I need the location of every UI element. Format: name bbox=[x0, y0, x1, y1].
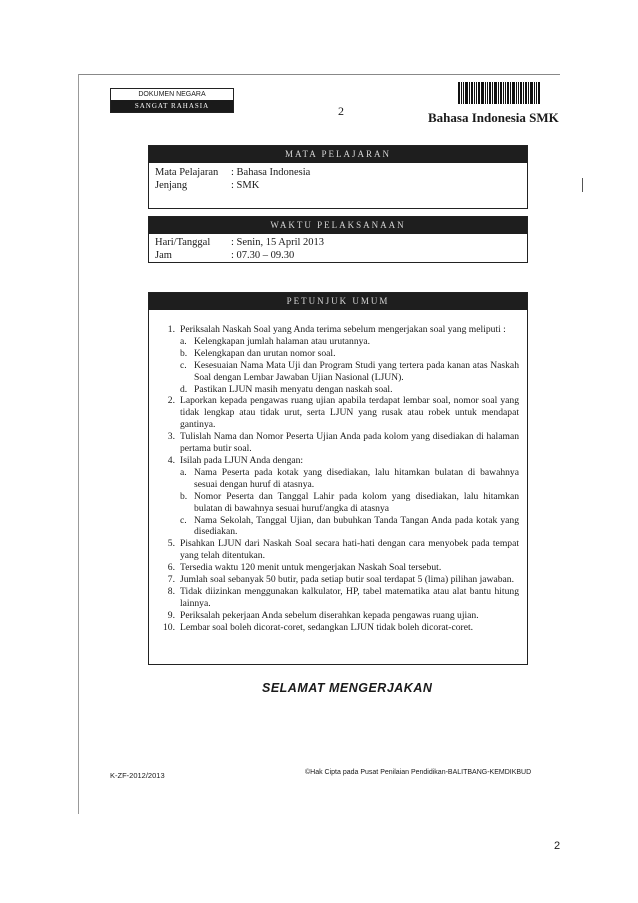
barcode-bar bbox=[505, 82, 506, 104]
barcode-bar bbox=[525, 82, 527, 104]
barcode-bar bbox=[518, 82, 519, 104]
instruction-body bbox=[180, 562, 519, 574]
subitem-letter: d. bbox=[180, 383, 188, 395]
instruction-number: 10. bbox=[163, 621, 175, 633]
subitem-letter: b. bbox=[180, 490, 188, 502]
subitem-text: Pastikan LJUN masih menyatu dengan naskah soal. bbox=[194, 383, 393, 395]
hour-row-label: Jam bbox=[155, 250, 172, 261]
instruction-subitem bbox=[180, 467, 519, 491]
subitem-letter: c. bbox=[180, 359, 187, 371]
footer-code: K-ZF-2012/2013 bbox=[110, 771, 165, 780]
instruction-item bbox=[149, 610, 519, 622]
instruction-number: 1. bbox=[167, 324, 175, 335]
instructions-section bbox=[148, 292, 528, 665]
barcode-bar bbox=[485, 82, 486, 104]
instruction-subitem bbox=[180, 360, 519, 384]
barcode-bar bbox=[516, 82, 517, 104]
instruction-item bbox=[149, 455, 519, 538]
footer-page-number: 2 bbox=[554, 840, 561, 852]
barcode-bar bbox=[458, 82, 460, 104]
page-left-rule bbox=[78, 74, 79, 814]
barcode-bar bbox=[494, 82, 497, 104]
subitem-text: Kesesuaian Nama Mata Uji dan Program Studi yang tertera pada kanan atas Naskah Soal dengan Lembar Jawaban Ujian Nasional (LJUN). bbox=[194, 359, 519, 383]
subitem-letter: c. bbox=[180, 514, 187, 526]
instruction-subitem bbox=[180, 348, 519, 360]
instruction-text: Tidak diizinkan menggunakan kalkulator, HP, tabel matematika atau alat bantu hitung lainnya. bbox=[180, 585, 519, 609]
instruction-text: Pisahkan LJUN dari Naskah Soal secara hati-hati dengan cara menyobek pada tempat yang telah ditentukan. bbox=[180, 538, 519, 562]
instruction-body bbox=[180, 538, 519, 562]
footer-copyright: ©Hak Cipta pada Pusat Penilaian Pendidikan-BALITBANG-KEMDIKBUD bbox=[305, 769, 532, 776]
barcode-bar bbox=[510, 82, 511, 104]
subitem-text: Nomor Peserta dan Tanggal Lahir pada kolom yang disediakan, lalu hitamkan bulatan di bawahnya sesuai huruf/angka di atasnya bbox=[194, 490, 519, 514]
instruction-number: 5. bbox=[167, 538, 175, 550]
subject-section bbox=[148, 145, 528, 209]
instruction-text: Tulislah Nama dan Nomor Peserta Ujian Anda pada kolom yang disediakan di halaman pertama butir soal. bbox=[180, 431, 519, 455]
barcode-bar bbox=[523, 82, 524, 104]
barcode-bar bbox=[469, 82, 470, 104]
instruction-number: 8. bbox=[167, 585, 175, 597]
barcode-bar bbox=[528, 82, 529, 104]
subitem-text: Kelengkapan jumlah halaman atau urutannya. bbox=[194, 335, 371, 347]
barcode-bar bbox=[489, 82, 491, 104]
instruction-body bbox=[180, 586, 519, 610]
barcode-bar bbox=[461, 82, 462, 104]
instruction-body bbox=[180, 574, 519, 586]
barcode-bar bbox=[512, 82, 515, 104]
instruction-text: Laporkan kepada pengawas ruang ujian apabila terdapat lembar soal, nomor soal yang tidak lengkap atau tidak urut, serta LJUN yang rusak atau robek untuk mendapat gantinya. bbox=[180, 395, 519, 431]
instruction-text: Periksalah Naskah Soal yang Anda terima sebelum mengerjakan soal yang meliputi : bbox=[180, 324, 506, 335]
barcode-bar bbox=[507, 82, 509, 104]
instruction-text: Periksalah pekerjaan Anda sebelum diserahkan kepada pengawas ruang ujian. bbox=[180, 609, 479, 621]
barcode-bar bbox=[536, 82, 537, 104]
subitem-text: Nama Sekolah, Tanggal Ujian, dan bubuhkan Tanda Tangan Anda pada kotak yang disediakan. bbox=[194, 514, 519, 538]
level-row-label: Jenjang bbox=[155, 180, 188, 191]
subject-row-value: : Bahasa Indonesia bbox=[231, 167, 311, 178]
barcode-bar bbox=[476, 82, 477, 104]
subitem-text: Nama Peserta pada kotak yang disediakan, lalu hitamkan bulatan di bawahnya sesuai dengan huruf di atasnya. bbox=[194, 466, 519, 490]
subject-row bbox=[149, 166, 527, 179]
instruction-number: 6. bbox=[167, 562, 175, 574]
instruction-text: Jumlah soal sebanyak 50 butir, pada setiap butir soal terdapat 5 (lima) pilihan jawaban. bbox=[180, 574, 514, 586]
document-classification-label bbox=[110, 88, 234, 113]
barcode-bar bbox=[530, 82, 533, 104]
instruction-item bbox=[149, 395, 519, 431]
barcode-bar bbox=[487, 82, 488, 104]
time-section bbox=[148, 216, 528, 263]
instruction-body bbox=[180, 395, 519, 431]
barcode-bar bbox=[492, 82, 493, 104]
instruction-item bbox=[149, 538, 519, 562]
instruction-number: 4. bbox=[167, 454, 175, 466]
instruction-text: Isilah pada LJUN Anda dengan: bbox=[180, 454, 304, 466]
barcode-bar bbox=[500, 82, 502, 104]
barcode-bar bbox=[471, 82, 473, 104]
instruction-subitem bbox=[180, 491, 519, 515]
subject-row-label: Mata Pelajaran bbox=[155, 167, 219, 178]
barcode-bar bbox=[465, 82, 468, 104]
instruction-body bbox=[180, 455, 519, 538]
barcode-bar bbox=[503, 82, 504, 104]
instruction-number: 7. bbox=[167, 574, 175, 586]
instruction-subitem bbox=[180, 384, 519, 396]
instruction-item bbox=[149, 324, 519, 395]
level-row bbox=[149, 179, 527, 192]
date-row-label: Hari/Tanggal bbox=[155, 237, 211, 248]
instruction-number: 3. bbox=[167, 431, 175, 443]
barcode-bar bbox=[478, 82, 480, 104]
instruction-body bbox=[180, 610, 519, 622]
instruction-body bbox=[180, 324, 519, 395]
date-row bbox=[149, 236, 527, 249]
barcode-bar bbox=[534, 82, 535, 104]
subitem-text: Kelengkapan dan urutan nomor soal. bbox=[194, 347, 336, 359]
page-top-rule bbox=[78, 74, 560, 75]
barcode-bar bbox=[498, 82, 499, 104]
hour-row bbox=[149, 249, 527, 262]
barcode-bar bbox=[520, 82, 522, 104]
instruction-number: 9. bbox=[167, 609, 175, 621]
instruction-number: 2. bbox=[167, 395, 175, 407]
subject-section-heading: MATA PELAJARAN bbox=[149, 146, 527, 163]
instruction-text: Tersedia waktu 120 menit untuk mengerjakan Naskah Soal tersebut. bbox=[180, 562, 442, 574]
date-row-value: : Senin, 15 April 2013 bbox=[231, 237, 325, 248]
instruction-subitem bbox=[180, 515, 519, 539]
barcode-icon bbox=[458, 82, 556, 104]
instruction-text: Lembar soal boleh dicorat-coret, sedangkan LJUN tidak boleh dicorat-coret. bbox=[180, 621, 474, 633]
time-section-heading: WAKTU PELAKSANAAN bbox=[149, 217, 527, 234]
doc-label-top: DOKUMEN NEGARA bbox=[138, 91, 206, 98]
instruction-item bbox=[149, 431, 519, 455]
instruction-body bbox=[180, 431, 519, 455]
barcode-bar bbox=[481, 82, 484, 104]
doc-label-bottom: SANGAT RAHASIA bbox=[111, 100, 233, 112]
instructions-heading: PETUNJUK UMUM bbox=[149, 293, 527, 310]
level-row-value: : SMK bbox=[231, 180, 260, 191]
scan-mark bbox=[582, 178, 583, 192]
instructions-list bbox=[149, 324, 527, 634]
barcode-bar bbox=[538, 82, 540, 104]
subitem-letter: a. bbox=[180, 335, 187, 347]
instruction-item bbox=[149, 562, 519, 574]
instruction-item bbox=[149, 622, 519, 634]
instruction-body bbox=[180, 622, 519, 634]
subject-title: Bahasa Indonesia SMK bbox=[428, 110, 559, 125]
instruction-subitem bbox=[180, 336, 519, 348]
barcode-bar bbox=[463, 82, 464, 104]
instruction-item bbox=[149, 586, 519, 610]
barcode-bar bbox=[474, 82, 475, 104]
instruction-item bbox=[149, 574, 519, 586]
closing-message: SELAMAT MENGERJAKAN bbox=[262, 681, 433, 695]
page-number-top: 2 bbox=[338, 104, 344, 118]
hour-row-value: : 07.30 – 09.30 bbox=[231, 250, 295, 261]
subitem-letter: a. bbox=[180, 466, 187, 478]
subitem-letter: b. bbox=[180, 347, 188, 359]
